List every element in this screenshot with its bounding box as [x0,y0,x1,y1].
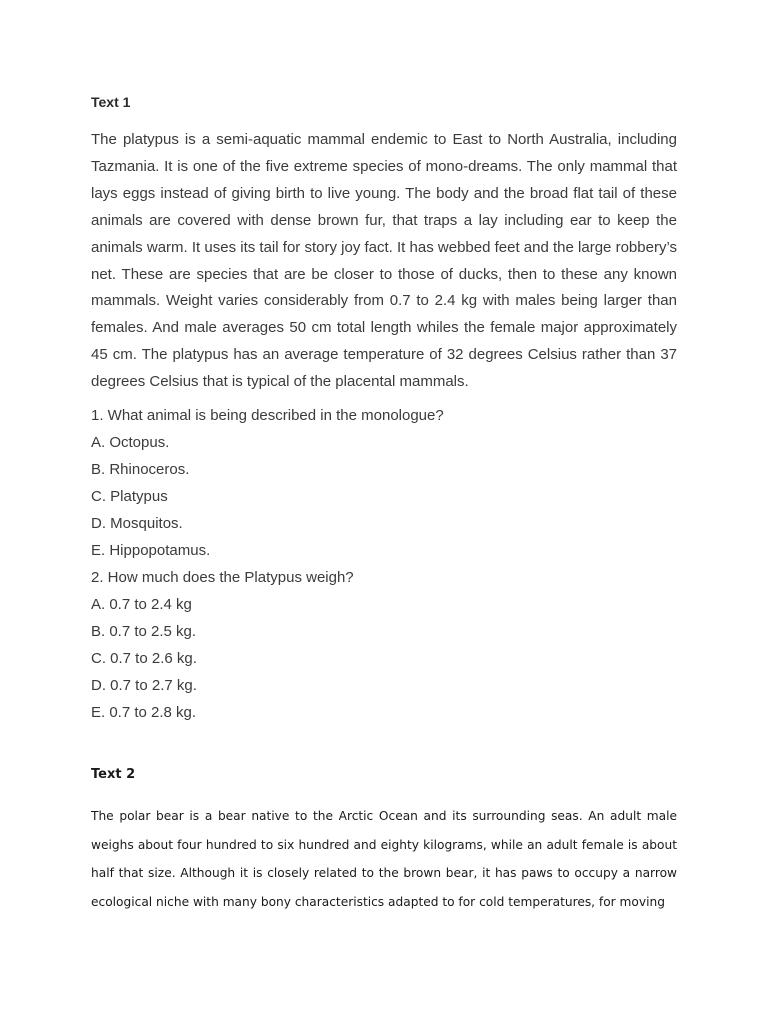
text-1-heading: Text 1 [91,94,131,110]
text-2-heading: Text 2 [91,767,136,782]
question-2-option-c: C. 0.7 to 2.6 kg. [91,650,197,667]
question-1-option-e: E. Hippopotamus. [91,542,211,559]
question-2: 2. How much does the Platypus weigh? [91,569,354,586]
question-1-option-c: C. Platypus [91,488,168,505]
question-2-option-a: A. 0.7 to 2.4 kg [91,596,192,613]
question-2-option-b: B. 0.7 to 2.5 kg. [91,623,197,640]
text-1-paragraph: The platypus is a semi-aquatic mammal endemic to East to North Australia, including Tazmania. It is one of the five extreme species of mono-dreams. The only mammal that lays eggs instead of giving birth to live young. The body and the broad flat tail of these animals are covered with dense brown fur, that traps a lay including ear to keep the animals warm. It uses its tail for story joy fact. It has webbed feet and the large robbery’s net. These are species that are be closer to those of ducks, then to these any known mammals. Weight varies considerably from 0.7 to 2.4 kg with males being larger than females. And male averages 50 cm total length whiles the female major approximately 45 cm. The platypus has an average temperature of 32 degrees Celsius rather than 37 degrees Celsius that is typical of the placental mammals. [91,131,677,391]
question-1-option-b: B. Rhinoceros. [91,461,190,478]
question-1-option-d: D. Mosquitos. [91,515,183,532]
question-2-option-d: D. 0.7 to 2.7 kg. [91,677,197,694]
question-1: 1. What animal is being described in the monologue? [91,407,444,424]
text-2-paragraph: The polar bear is a bear native to the Arctic Ocean and its surrounding seas. An adult male weighs about four hundred to six hundred and eighty kilograms, while an adult female is about half that size. Although it is closely related to the brown bear, it has paws to occupy a narrow ecological niche with many bony characteristics adapted to for cold temperatures, for moving [91,809,677,909]
question-1-option-a: A. Octopus. [91,434,170,451]
questions-section [91,405,677,729]
question-2-option-e: E. 0.7 to 2.8 kg. [91,704,197,721]
